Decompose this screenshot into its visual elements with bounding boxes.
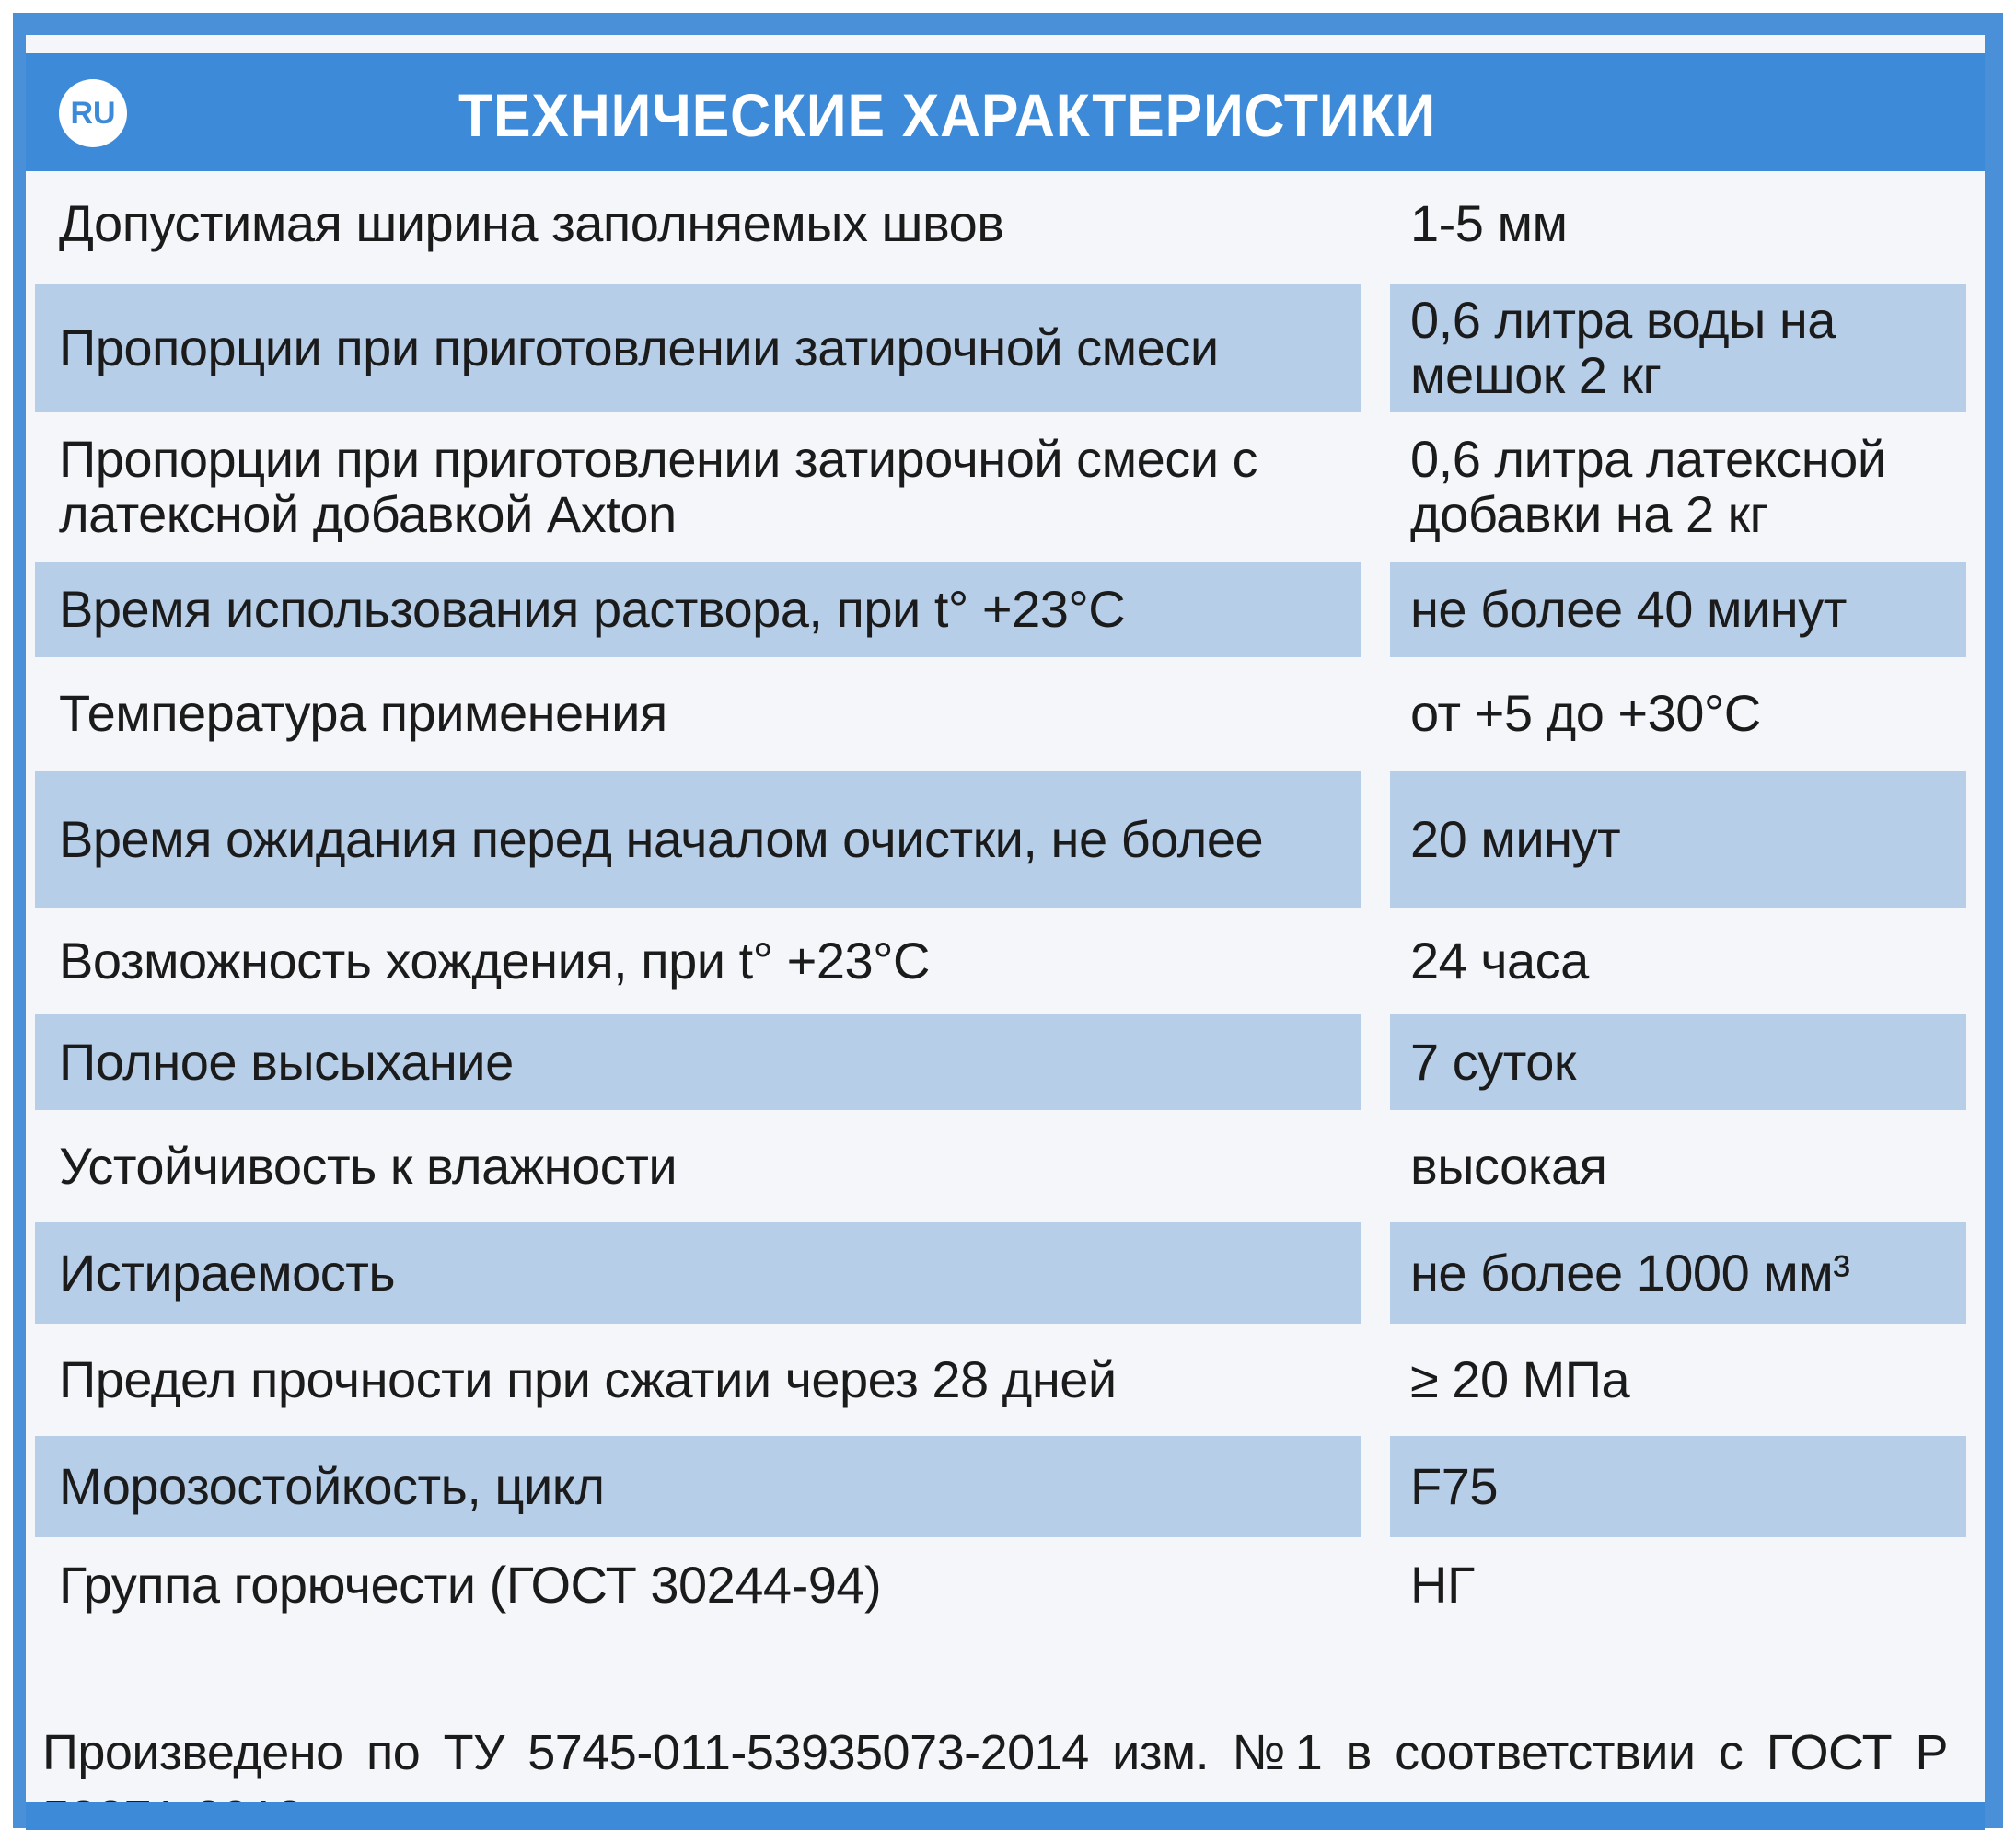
spec-label: Возможность хождения, при t° +23°С bbox=[59, 932, 930, 990]
spec-row bbox=[26, 771, 1985, 908]
header-bar bbox=[26, 53, 1985, 171]
spec-label: Морозостойкость, цикл bbox=[35, 1436, 1361, 1537]
spec-label: Время использования раствора, при t° +23°С bbox=[35, 562, 1361, 657]
language-badge: RU bbox=[59, 79, 127, 147]
spec-value: 20 минут bbox=[1390, 771, 1966, 908]
spec-row bbox=[26, 418, 1985, 556]
spec-label: Пропорции при приготовлении затирочной смеси bbox=[35, 284, 1361, 412]
spec-value: 24 часа bbox=[1410, 932, 1589, 990]
spec-value: 7 суток bbox=[1390, 1014, 1966, 1110]
spec-label: Пропорции при приготовлении затирочной смеси с латексной добавкой Axton bbox=[59, 430, 1258, 543]
spec-row bbox=[26, 1329, 1985, 1430]
spec-value: НГ bbox=[1410, 1556, 1475, 1614]
section-title: ТЕХНИЧЕСКИЕ ХАРАКТЕРИСТИКИ bbox=[458, 81, 1437, 149]
spec-value: не более 40 минут bbox=[1390, 562, 1966, 657]
spec-panel bbox=[26, 35, 1985, 1830]
spec-row bbox=[26, 1222, 1985, 1324]
spec-label: Устойчивость к влажности bbox=[59, 1137, 678, 1195]
compliance-note: Произведено по ТУ 5745-011-53935073-2014 изм. №1 в соответствии с ГОСТ Р bbox=[42, 1725, 1948, 1780]
bottom-strip bbox=[26, 1802, 1985, 1830]
spec-label: Группа горючести (ГОСТ 30244-94) bbox=[59, 1556, 882, 1614]
spec-value: высокая bbox=[1410, 1137, 1607, 1195]
spec-value: F75 bbox=[1390, 1436, 1966, 1537]
spec-value: от +5 до +30°С bbox=[1410, 684, 1761, 742]
spec-row bbox=[26, 1436, 1985, 1537]
spec-label: Температура применения bbox=[59, 684, 667, 742]
spec-row bbox=[26, 173, 1985, 274]
spec-row bbox=[26, 1014, 1985, 1110]
spec-row bbox=[26, 284, 1985, 412]
spec-value: не более 1000 мм³ bbox=[1390, 1222, 1966, 1324]
spec-value: 1-5 мм bbox=[1410, 194, 1568, 252]
spec-row bbox=[26, 663, 1985, 764]
spec-row bbox=[26, 1541, 1985, 1629]
spec-table bbox=[26, 173, 1985, 1629]
spec-row bbox=[26, 913, 1985, 1009]
spec-label: Время ожидания перед началом очистки, не более bbox=[35, 771, 1361, 908]
spec-value: 0,6 литра латексной добавки на 2 кг bbox=[1410, 430, 1886, 543]
spec-label: Допустимая ширина заполняемых швов bbox=[59, 194, 1004, 252]
spec-label: Предел прочности при сжатии через 28 дней bbox=[59, 1350, 1117, 1408]
spec-label: Полное высыхание bbox=[35, 1014, 1361, 1110]
spec-row bbox=[26, 562, 1985, 657]
spec-label: Истираемость bbox=[35, 1222, 1361, 1324]
spec-value: 0,6 литра воды на мешок 2 кг bbox=[1390, 284, 1966, 412]
spec-row bbox=[26, 1116, 1985, 1217]
spec-value: ≥ 20 МПа bbox=[1410, 1350, 1630, 1408]
